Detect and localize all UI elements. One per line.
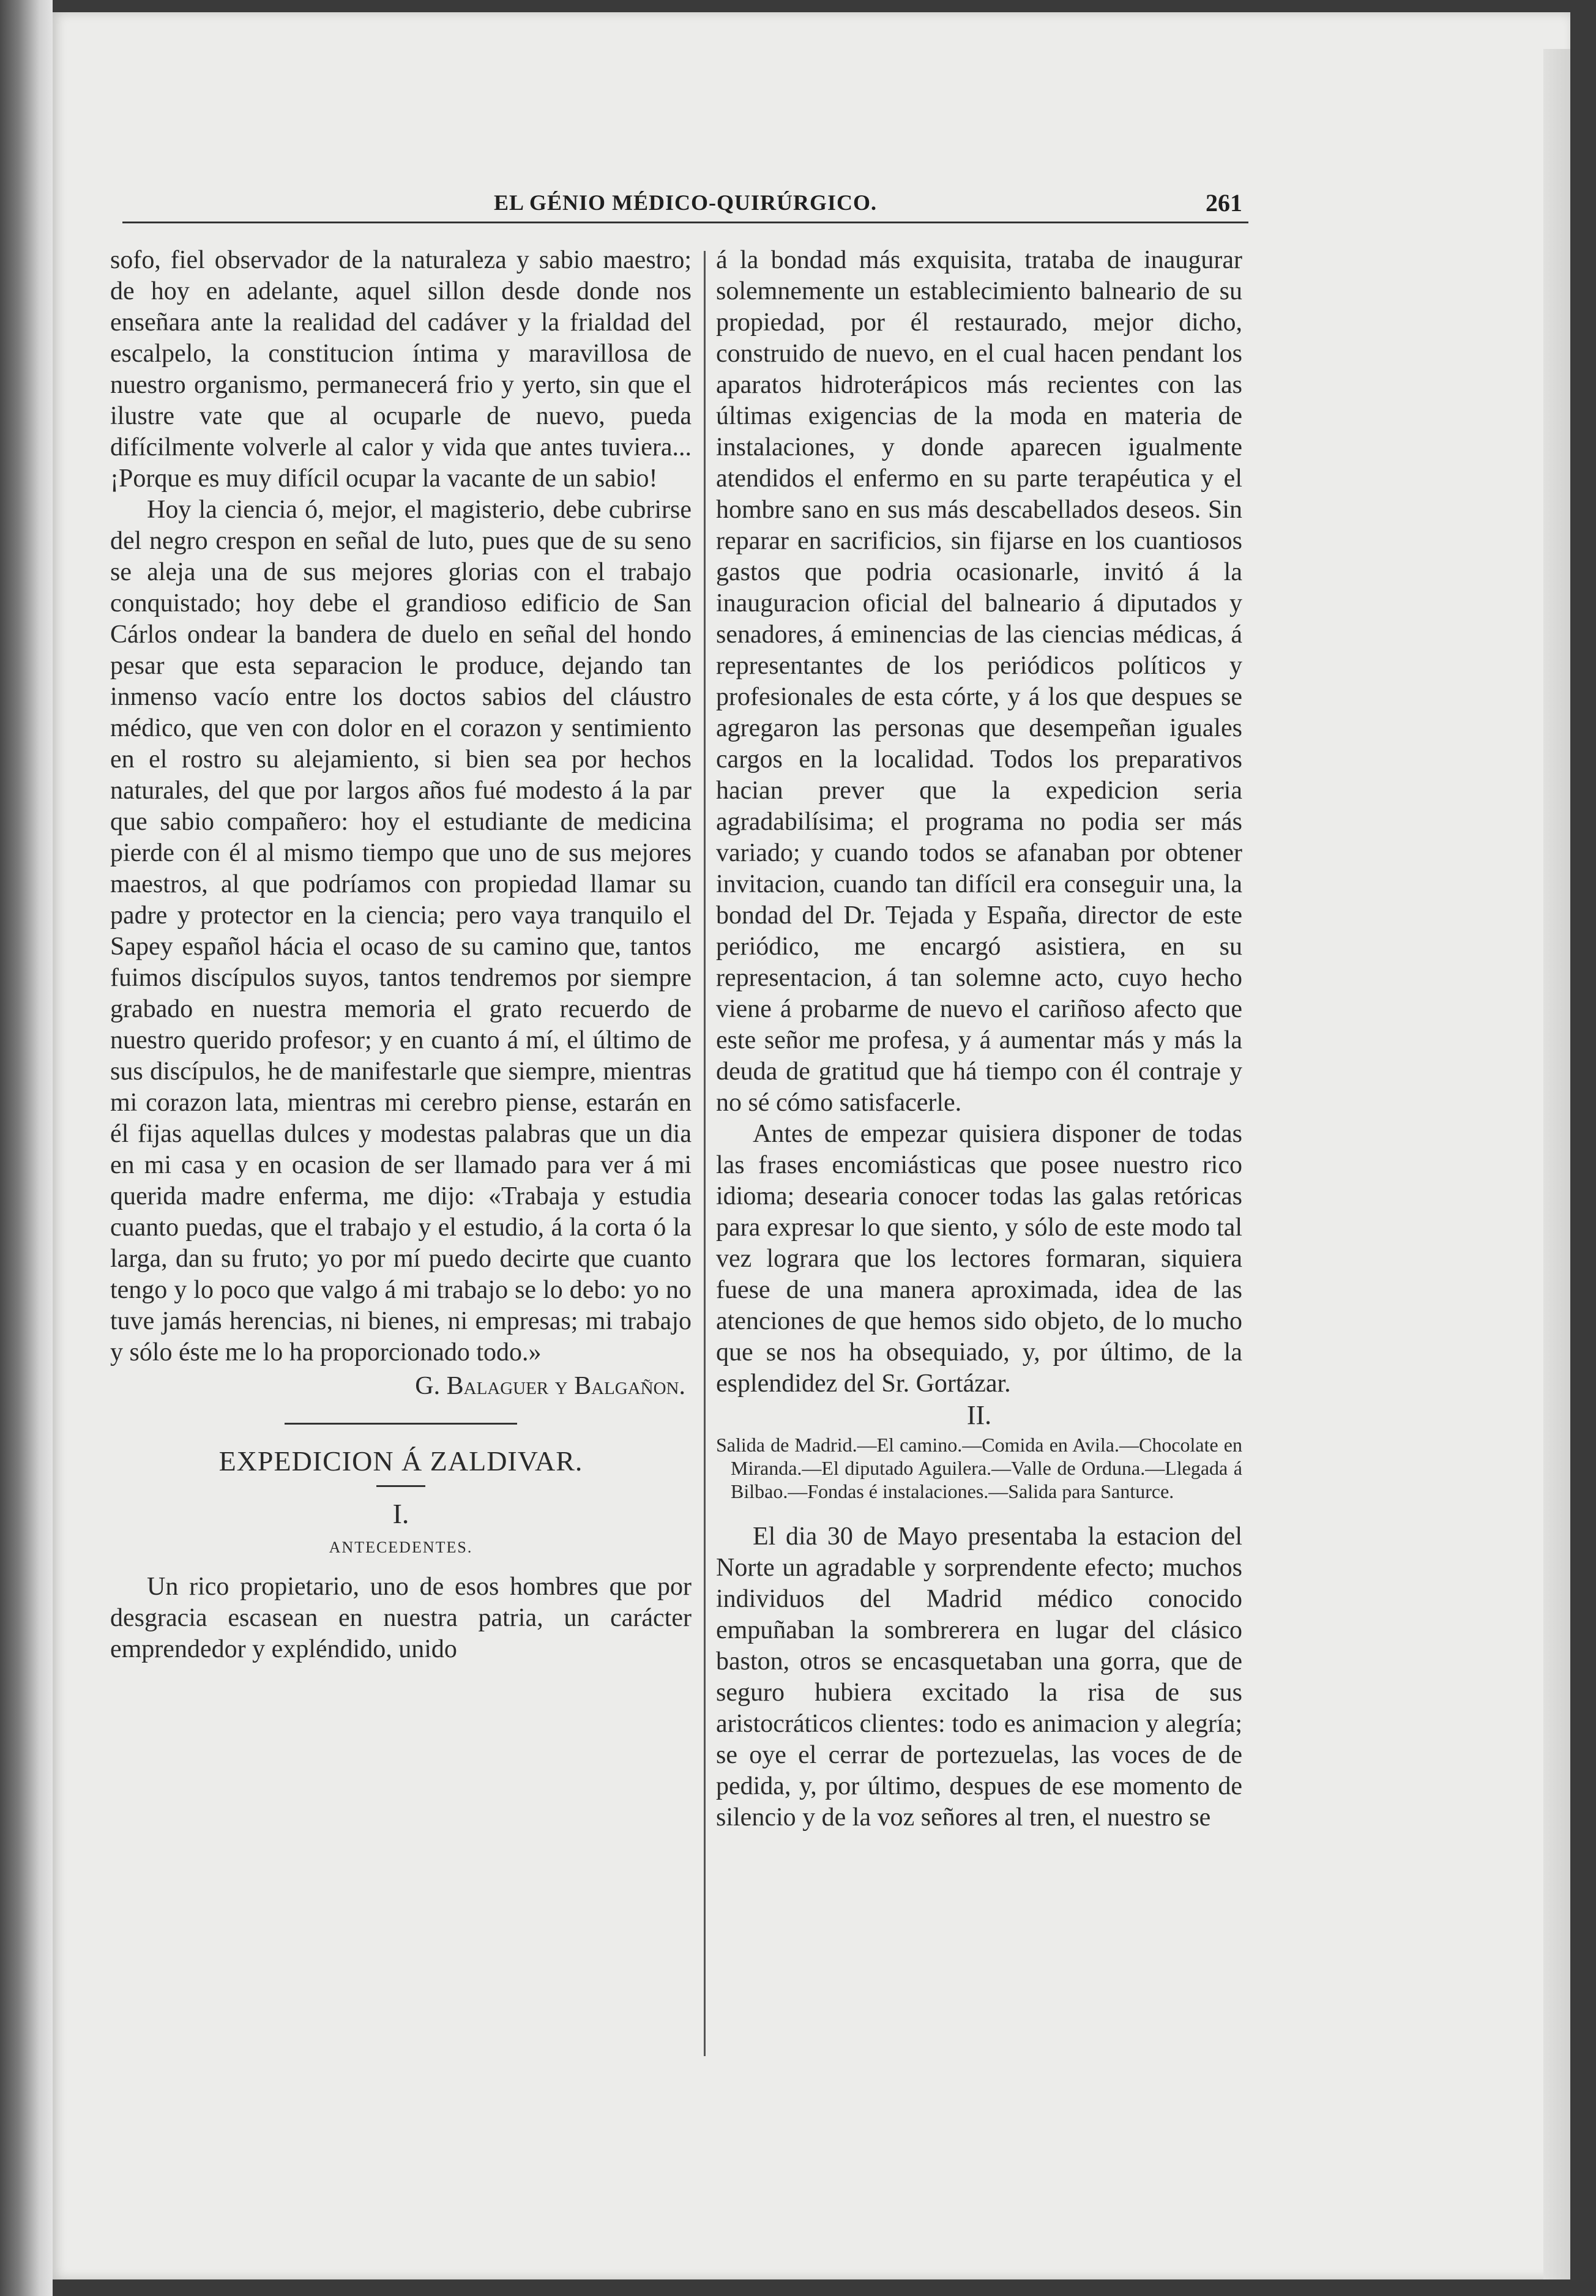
journal-title: EL GÉNIO MÉDICO-QUIRÚRGICO. [493, 190, 878, 215]
article-title: EXPEDICION Á ZALDIVAR. [218, 1445, 583, 1477]
section-number: II. [966, 1400, 992, 1430]
page-edge [1543, 49, 1570, 2279]
paragraph: á la bondad más exquisita, trataba de inaugurar solemnemente un establecimiento balneario de su propiedad, por él restaurado, mejor dicho, construido de nuevo, en el cual hacen pendant los aparatos hidroterápicos más recientes con las últimas exigencias de la moda en materia de instalaciones, y donde aparecen igualmente atendidos el enfermo en su parte terapéutica y el hombre sano en sus más descabellados deseos. Sin reparar en sacrificios, sin fijarse en los cuantiosos gastos que podria ocasionarle, invitó á la inauguracion oficial del balneario á diputados y senadores, á eminencias de las ciencias médicas, á representantes de los periódicos políticos y profesionales de esta córte, y á los que despues se agregaron las personas que desempeñan iguales cargos en la localidad. Todos los preparativos hacian prever que la expedicion seria agradabilísima; el programa no podia ser más variado; y cuando todos se afanaban por obtener invitacion, cuando tan difícil era conseguir una, la bondad del Dr. Tejada y España, director de este periódico, me encargó asistiera, en su representacion, á tan solemne acto, cuyo hecho viene á probarme de nuevo el cariñoso afecto que este señor me profesa, y á aumentar más y más la deuda de gratitud que há tiempo con él contraje y no sé cómo satisfacerle. [716, 246, 1242, 1117]
right-column [716, 245, 1242, 2081]
column-divider [704, 251, 706, 2056]
paragraph: sofo, fiel observador de la naturaleza y sabio maestro; de hoy en adelante, aquel sillon desde donde nos enseñara ante la realidad del cadáver y la frialdad del escalpelo, la constitucion íntima y maravillosa de nuestro organismo, permanecerá frio y yerto, sin que el ilustre vate que al ocuparle de nuevo, pueda difícilmente volverle al calor y vida que antes tuviera... ¡Porque es muy difícil ocupar la vacante de un sabio! [110, 246, 692, 493]
running-head [122, 179, 1248, 223]
paragraph: Un rico propietario, uno de esos hombres que por desgracia escasean en nuestra patria, un carácter emprendedor y expléndido, unido [110, 1573, 692, 1663]
page-number: 261 [1206, 189, 1242, 217]
divider [285, 1423, 517, 1425]
section-heading: ANTECEDENTES. [329, 1538, 473, 1556]
author-signature: G. Balaguer y Balgañon. [415, 1372, 685, 1400]
divider [376, 1485, 425, 1487]
paragraph: El dia 30 de Mayo presentaba la estacion del Norte un agradable y sorprendente efecto; muchos individuos del Madrid médico conocido empuñaban la sombrerera en lugar del clásico baston, otros se encasquetaban una gorra, que de seguro hubiera excitado la risa de sus aristocráticos clientes: todo es animacion y alegría; se oye el cerrar de portezuelas, las voces de de pedida, y, por último, despues de ese momento de silencio y de la voz señores al tren, el nuestro se [716, 1523, 1242, 1832]
left-column [110, 245, 692, 2081]
paragraph: Hoy la ciencia ó, mejor, el magisterio, debe cubrirse del negro crespon en señal de luto, pues que de su seno se aleja una de sus mejores glorias con el trabajo conquistado; hoy debe el grandioso edificio de San Cárlos ondear la bandera de duelo en señal del hondo pesar que esta separacion le produce, dejando tan inmenso vacío entre los doctos sabios del cláustro médico, que ven con dolor en el corazon y sentimiento en el rostro su alejamiento, si bien sea por hechos naturales, del que por largos años fué modesto á la par que sabio compañero: hoy el estudiante de medicina pierde con él al mismo tiempo que uno de sus mejores maestros, al que podríamos con propiedad llamar su padre y protector en la ciencia; pero vaya tranquilo el Sapey español hácia el ocaso de su camino que, tantos fuimos discípulos suyos, tantos tendremos por siempre grabado en nuestra memoria el grato recuerdo de nuestro querido profesor; y en cuanto á mí, el último de sus discípulos, he de manifestarle que siempre, mientras mi corazon lata, mientras mi cerebro piense, estarán en él fijas aquellas dulces y modestas palabras que un dia en mi casa y en ocasion de ser llamado para ver á mi querida madre enferma, me dijo: «Trabaja y estudia cuanto puedas, que el trabajo y el estudio, á la corta ó la larga, dan su fruto; yo por mí puedo decirte que cuanto tengo y lo poco que valgo á mi trabajo se lo debo: yo no tuve jamás herencias, ni bienes, ni empresas; mi trabajo y sólo éste me lo ha proporcionado todo.» [110, 496, 692, 1366]
book-spine-edge [0, 0, 53, 2296]
paragraph: Antes de empezar quisiera disponer de todas las frases encomiásticas que posee nuestro rico idioma; desearia conocer todas las galas retóricas para expresar lo que siento, y sólo de este modo tal vez lograra que los lectores formaran, siquiera fuese de una manera aproximada, idea de las atenciones de que hemos sido objeto, de lo mucho que se nos ha obsequiado, y, por último, de la esplendidez del Sr. Gortázar. [716, 1120, 1242, 1398]
section-number: I. [392, 1498, 409, 1529]
section-summary: Salida de Madrid.—El camino.—Comida en Avila.—Chocolate en Miranda.—El diputado Aguilera.—Valle de Orduna.—Llegada á Bilbao.—Fondas é instalaciones.—Salida para Santurce. [716, 1434, 1242, 1502]
